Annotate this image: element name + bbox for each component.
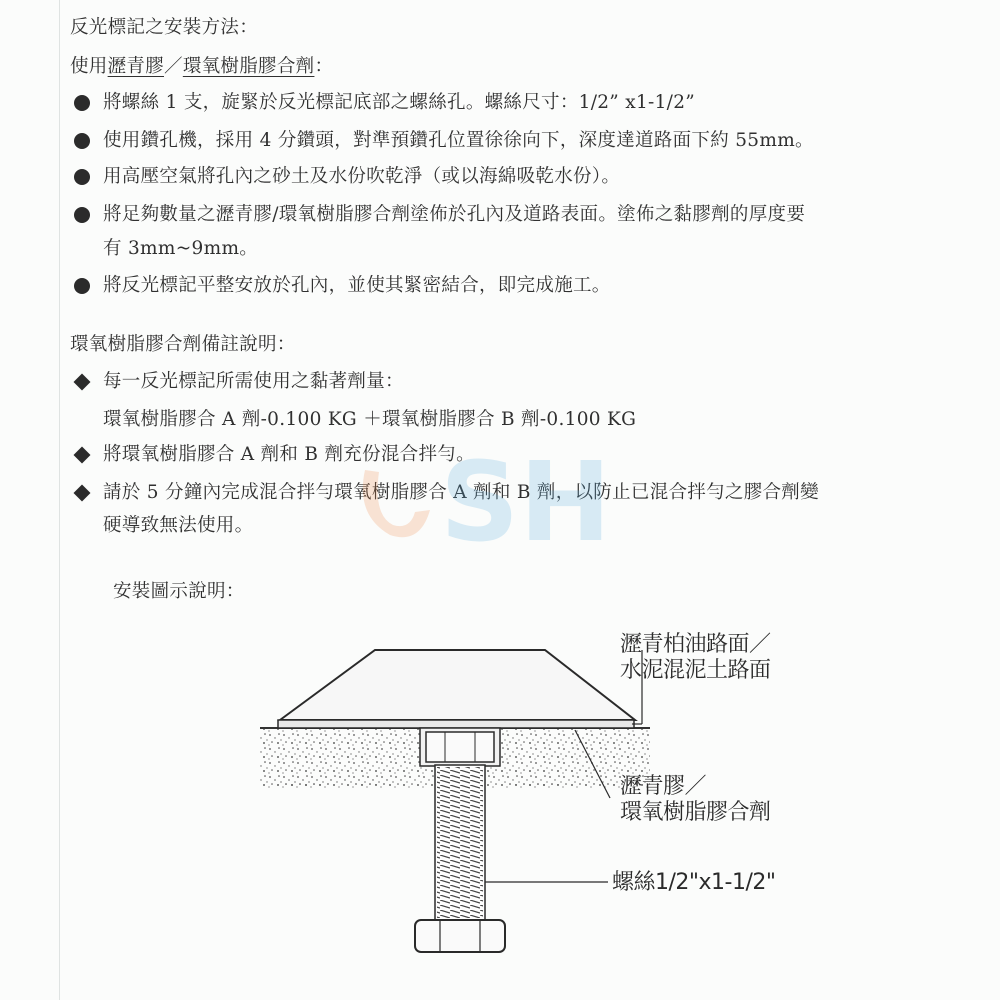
method-prefix: 使用: [70, 56, 108, 77]
bullet-icon: [74, 169, 90, 185]
bullet-icon: [74, 95, 90, 111]
installation-diagram: [240, 620, 800, 990]
step-4: 將足夠數量之瀝青膠/環氧樹脂膠合劑塗佈於孔內及道路表面。塗佈之黏膠劑的厚度要: [103, 204, 806, 225]
step-1: 將螺絲 1 支，旋緊於反光標記底部之螺絲孔。螺絲尺寸：1/2” x1-1/2”: [103, 92, 696, 113]
step-5: 將反光標記平整安放於孔內，並使其緊密結合，即完成施工。: [103, 275, 611, 296]
diamond-bullet-icon: [74, 374, 91, 391]
page-edge-line: [59, 0, 60, 1000]
embedded-nut: [426, 732, 494, 762]
section1-method: [70, 54, 333, 80]
label-road-surface-1: 瀝青柏油路面／: [620, 632, 771, 657]
note-1-detail: 環氧樹脂膠合 A 劑-0.100 KG ＋環氧樹脂膠合 B 劑-0.100 KG: [103, 409, 637, 430]
label-bolt: 螺絲1/2"x1-1/2": [612, 870, 776, 895]
step-3: 用高壓空氣將孔內之砂土及水份吹乾淨（或以海綿吸乾水份）。: [103, 166, 621, 187]
method-separator: ／: [164, 56, 183, 77]
note-2: 將環氧樹脂膠合 A 劑和 B 劑充份混合拌勻。: [103, 444, 475, 465]
note-1: 每一反光標記所需使用之黏著劑量：: [103, 371, 404, 392]
bolt-shaft: [435, 765, 485, 920]
note-3: 請於 5 分鐘內完成混合拌勻環氧樹脂膠合 A 劑和 B 劑，以防止已混合拌勻之膠合劑變: [103, 482, 819, 503]
label-road-surface-2: 水泥混泥土路面: [620, 658, 771, 683]
bullet-icon: [74, 207, 90, 223]
method-asphalt: 瀝青膠: [107, 56, 165, 77]
bolt-head: [415, 920, 505, 952]
note-3-continued: 硬導致無法使用。: [103, 515, 254, 536]
method-suffix: ：: [314, 56, 334, 77]
reflective-marker: [278, 650, 635, 728]
bullet-icon: [74, 278, 90, 294]
section1-title: 反光標記之安裝方法：: [70, 17, 259, 38]
step-2: 使用鑽孔機，採用 4 分鑽頭，對準預鑽孔位置徐徐向下，深度達道路面下約 55mm。: [103, 130, 814, 151]
section3-title: 安裝圖示說明：: [113, 581, 245, 602]
label-adhesive-1: 瀝青膠／: [620, 774, 707, 799]
label-adhesive-2: 環氧樹脂膠合劑: [620, 800, 771, 825]
method-epoxy: 環氧樹脂膠合劑: [182, 56, 315, 77]
step-4-continued: 有 3mm~9mm。: [103, 238, 259, 259]
bullet-icon: [74, 133, 90, 149]
diamond-bullet-icon: [74, 485, 91, 502]
watermark-text: SH: [440, 440, 612, 550]
diamond-bullet-icon: [74, 447, 91, 464]
section2-title: 環氧樹脂膠合劑備註說明：: [70, 334, 296, 355]
